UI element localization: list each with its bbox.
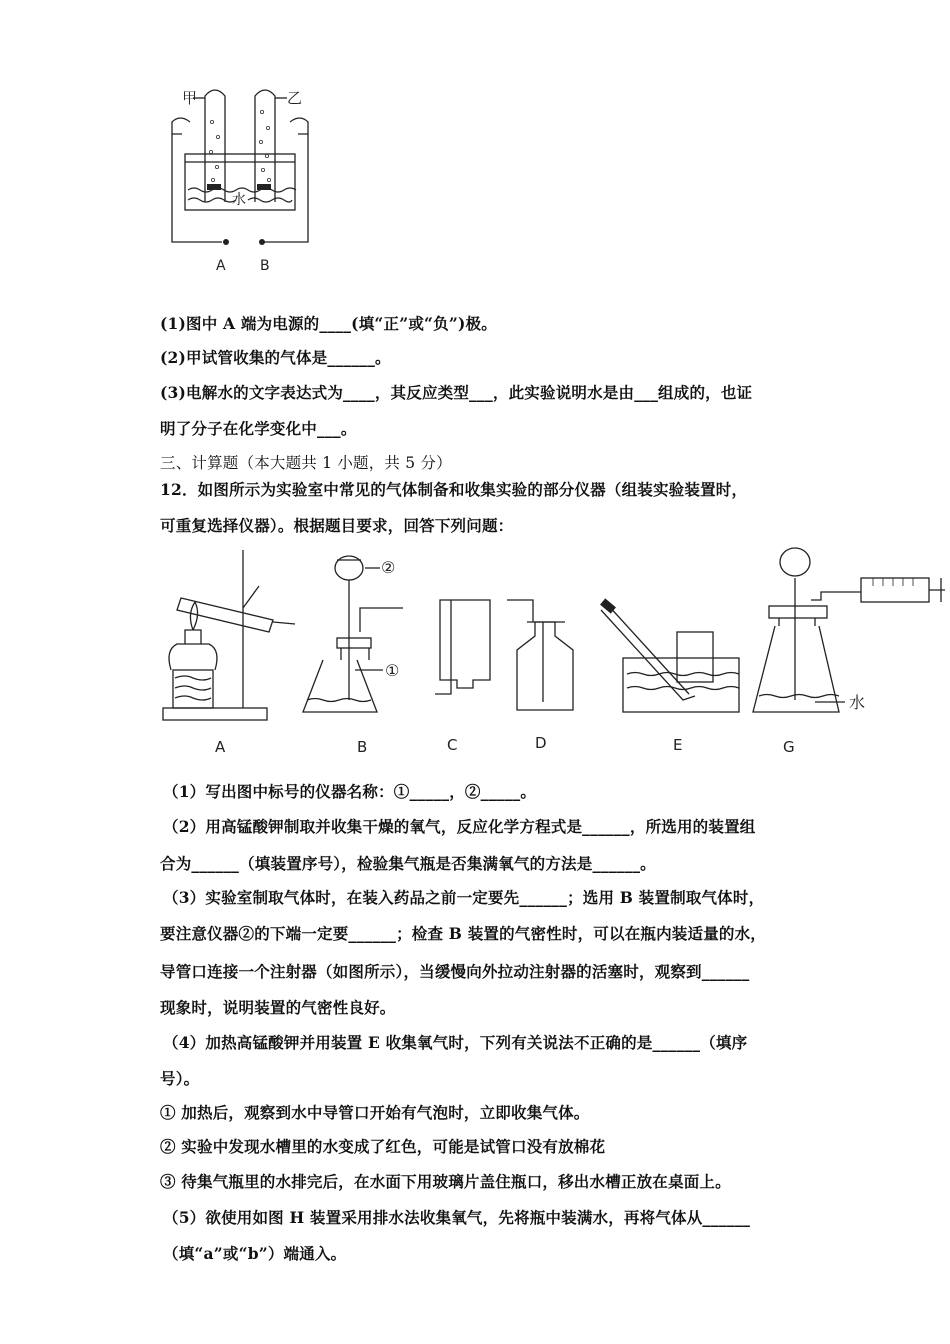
apparatus-label-c: C	[447, 736, 458, 754]
apparatus-label-d: D	[535, 734, 547, 752]
section-heading: 三、计算题（本大题共 1 小题，共 5 分）	[160, 454, 452, 472]
mark-2: ②	[381, 558, 396, 577]
q12-stem-line2: 可重复选择仪器）。根据题目要求，回答下列问题：	[160, 516, 514, 535]
apparatus-label-a: A	[215, 738, 226, 756]
q11-part2: (2)甲试管收集的气体是______。	[160, 348, 391, 367]
electrolysis-figure	[160, 82, 320, 282]
mark-1: ①	[385, 661, 400, 680]
terminal-label-a: A	[216, 258, 226, 274]
q12-stem-line1: 12．如图所示为实验室中常见的气体制备和收集实验的部分仪器（组装实验装置时，	[160, 480, 748, 499]
q12-sub3-line2: 要注意仪器②的下端一定要______；检查 B 装置的气密性时，可以在瓶内装适量的水，	[160, 924, 766, 943]
q12-sub4-line2: 号）。	[160, 1069, 200, 1088]
apparatus-label-b: B	[357, 738, 368, 756]
q12-sub3-line1: （3）实验室制取气体时，在装入药品之前一定要先______；选用 B 装置制取气体时，	[163, 888, 765, 907]
q12-sub1: （1）写出图中标号的仪器名称：①_____，②_____。	[163, 782, 537, 801]
q12-sub4-line1: （4）加热高锰酸钾并用装置 E 收集氧气时，下列有关说法不正确的是______（填序	[163, 1033, 748, 1052]
q11-part3-line1: (3)电解水的文字表达式为____，其反应类型___，此实验说明水是由___组成的，也证	[160, 383, 753, 402]
q11-part1: (1)图中 A 端为电源的____(填“正”或“负”)极。	[160, 314, 497, 333]
q12-sub2-line2: 合为______（填装置序号），检验集气瓶是否集满氧气的方法是______。	[160, 854, 656, 873]
q12-option3: ③ 待集气瓶里的水排完后，在水面下用玻璃片盖住瓶口，移出水槽正放在桌面上。	[160, 1172, 731, 1191]
terminal-label-b: B	[260, 258, 270, 274]
apparatus-label-g: G	[783, 738, 795, 756]
apparatus-label-e: E	[673, 736, 683, 754]
apparatus-figure	[155, 540, 950, 765]
label-jia: 甲	[182, 89, 198, 107]
label-yi: 乙	[287, 89, 303, 107]
label-water: 水	[232, 192, 246, 208]
q12-option2: ② 实验中发现水槽里的水变成了红色，可能是试管口没有放棉花	[160, 1137, 606, 1156]
q12-sub3-line3: 导管口连接一个注射器（如图所示），当缓慢向外拉动注射器的活塞时，观察到______	[160, 962, 750, 981]
q12-sub5-line1: （5）欲使用如图 H 装置采用排水法收集氧气，先将瓶中装满水，再将气体从______	[163, 1208, 751, 1227]
q12-option1: ① 加热后，观察到水中导管口开始有气泡时，立即收集气体。	[160, 1103, 590, 1122]
q12-sub3-line4: 现象时，说明装置的气密性良好。	[160, 998, 396, 1017]
q12-sub2-line1: （2）用高锰酸钾制取并收集干燥的氧气，反应化学方程式是______，所选用的装置组	[163, 817, 756, 836]
q11-part3-line2: 明了分子在化学变化中___。	[160, 419, 357, 438]
q12-sub5-line2: （填“a”或“b”）端通入。	[163, 1244, 347, 1263]
label-water-g: 水	[849, 693, 866, 712]
